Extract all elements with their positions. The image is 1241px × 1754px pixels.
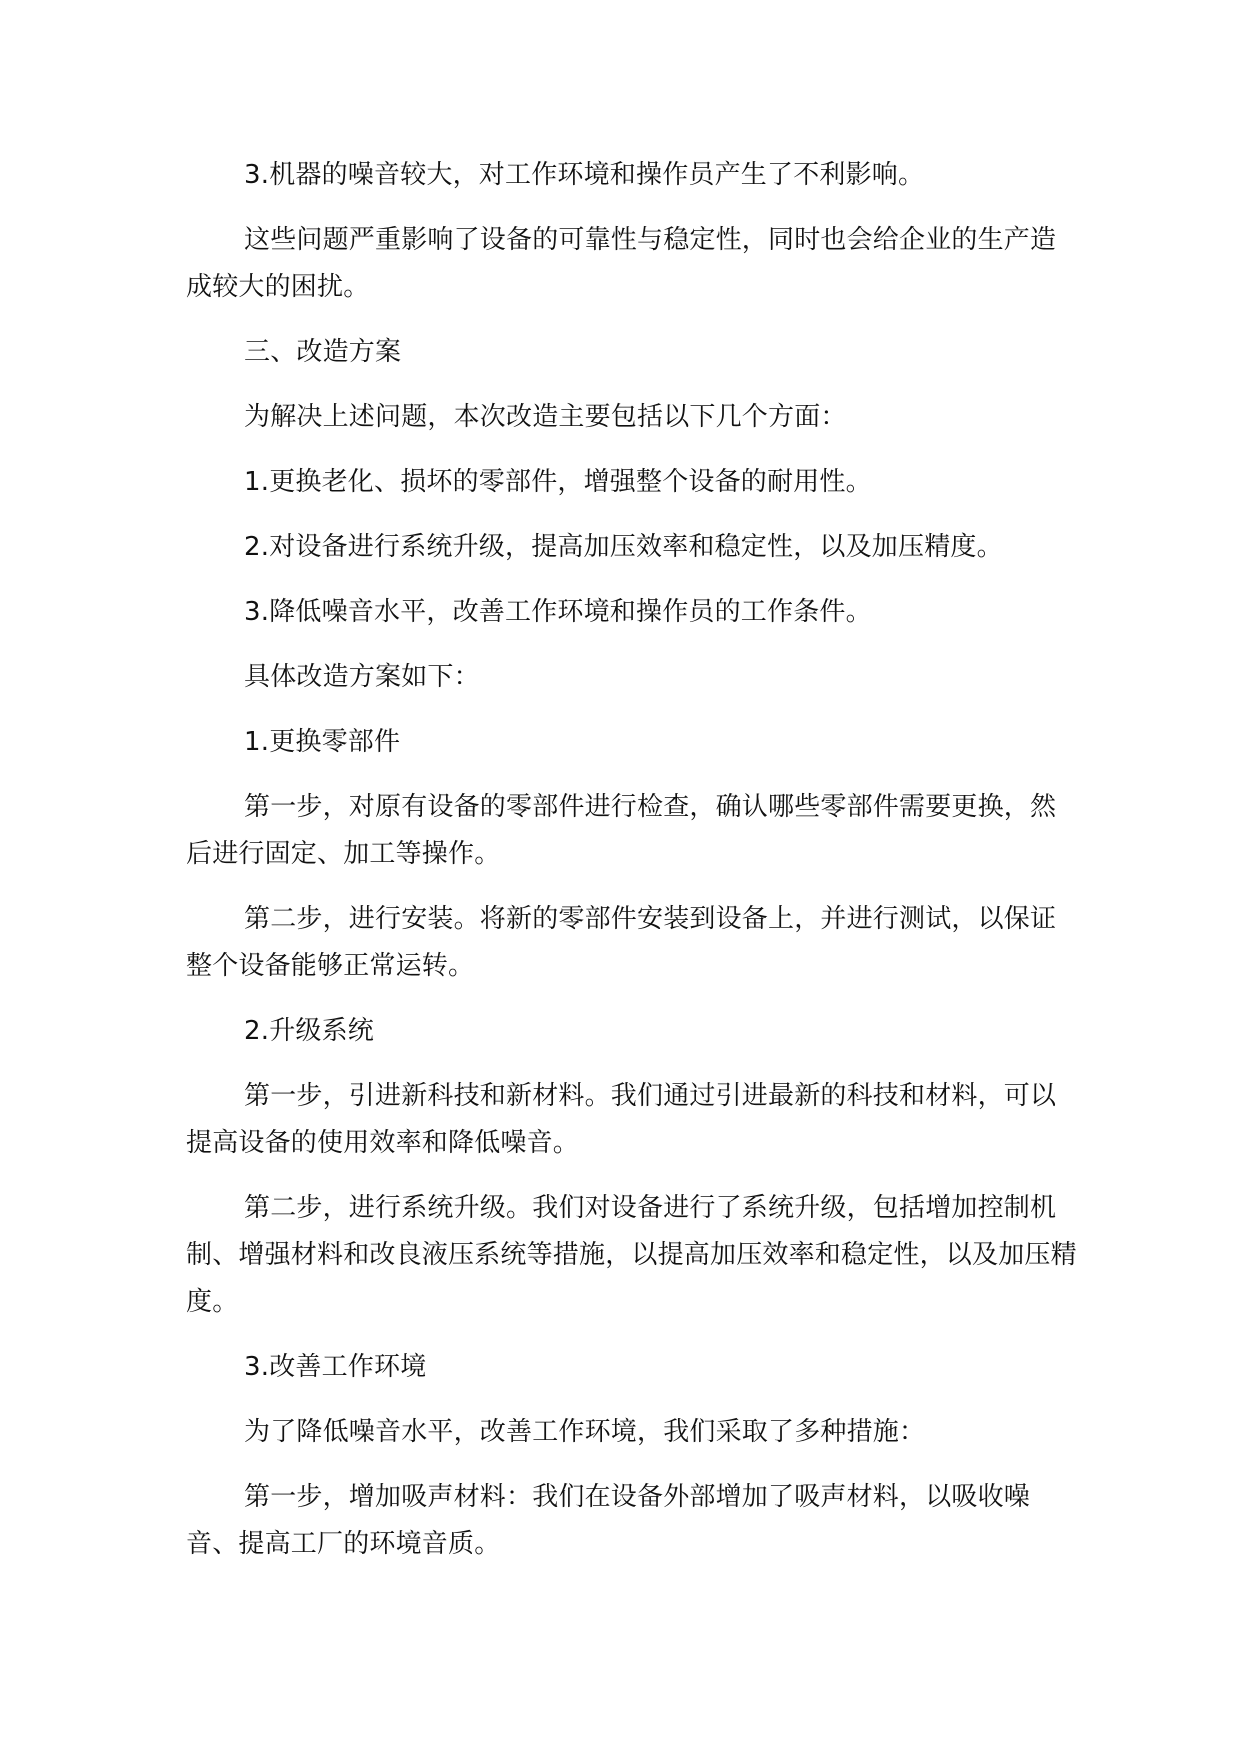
paragraph-problem-summary: 这些问题严重影响了设备的可靠性与稳定性，同时也会给企业的生产造成较大的困扰。 bbox=[186, 225, 1057, 302]
environment-step-1: 第一步，增加吸声材料：我们在设备外部增加了吸声材料，以吸收噪音、提高工厂的环境音质。 bbox=[186, 1482, 1031, 1559]
plan-item-3: 3.降低噪音水平，改善工作环境和操作员的工作条件。 bbox=[244, 597, 872, 627]
paragraph-plan-intro: 为解决上述问题，本次改造主要包括以下几个方面： bbox=[244, 402, 847, 432]
subheading-replace-parts: 1.更换零部件 bbox=[244, 727, 401, 757]
replace-parts-step-2: 第二步，进行安装。将新的零部件安装到设备上，并进行测试，以保证整个设备能够正常运转。 bbox=[186, 904, 1057, 981]
paragraph-detailed-plan-intro: 具体改造方案如下： bbox=[244, 662, 480, 692]
paragraph-noise-issue: 3.机器的噪音较大，对工作环境和操作员产生了不利影响。 bbox=[244, 160, 925, 190]
section-heading-renovation-plan: 三、改造方案 bbox=[244, 337, 402, 367]
upgrade-system-step-2: 第二步，进行系统升级。我们对设备进行了系统升级，包括增加控制机制、增强材料和改良液压系统等措施，以提高加压效率和稳定性，以及加压精度。 bbox=[186, 1193, 1077, 1317]
upgrade-system-step-1: 第一步，引进新科技和新材料。我们通过引进最新的科技和材料，可以提高设备的使用效率和降低噪音。 bbox=[186, 1081, 1057, 1158]
paragraph-environment-measures: 为了降低噪音水平，改善工作环境，我们采取了多种措施： bbox=[244, 1417, 926, 1447]
document-body bbox=[186, 152, 1081, 1568]
plan-item-1: 1.更换老化、损坏的零部件，增强整个设备的耐用性。 bbox=[244, 467, 872, 497]
subheading-improve-environment: 3.改善工作环境 bbox=[244, 1352, 427, 1382]
plan-item-2: 2.对设备进行系统升级，提高加压效率和稳定性，以及加压精度。 bbox=[244, 532, 1003, 562]
subheading-upgrade-system: 2.升级系统 bbox=[244, 1016, 375, 1046]
replace-parts-step-1: 第一步，对原有设备的零部件进行检查，确认哪些零部件需要更换，然后进行固定、加工等操作。 bbox=[186, 792, 1057, 869]
